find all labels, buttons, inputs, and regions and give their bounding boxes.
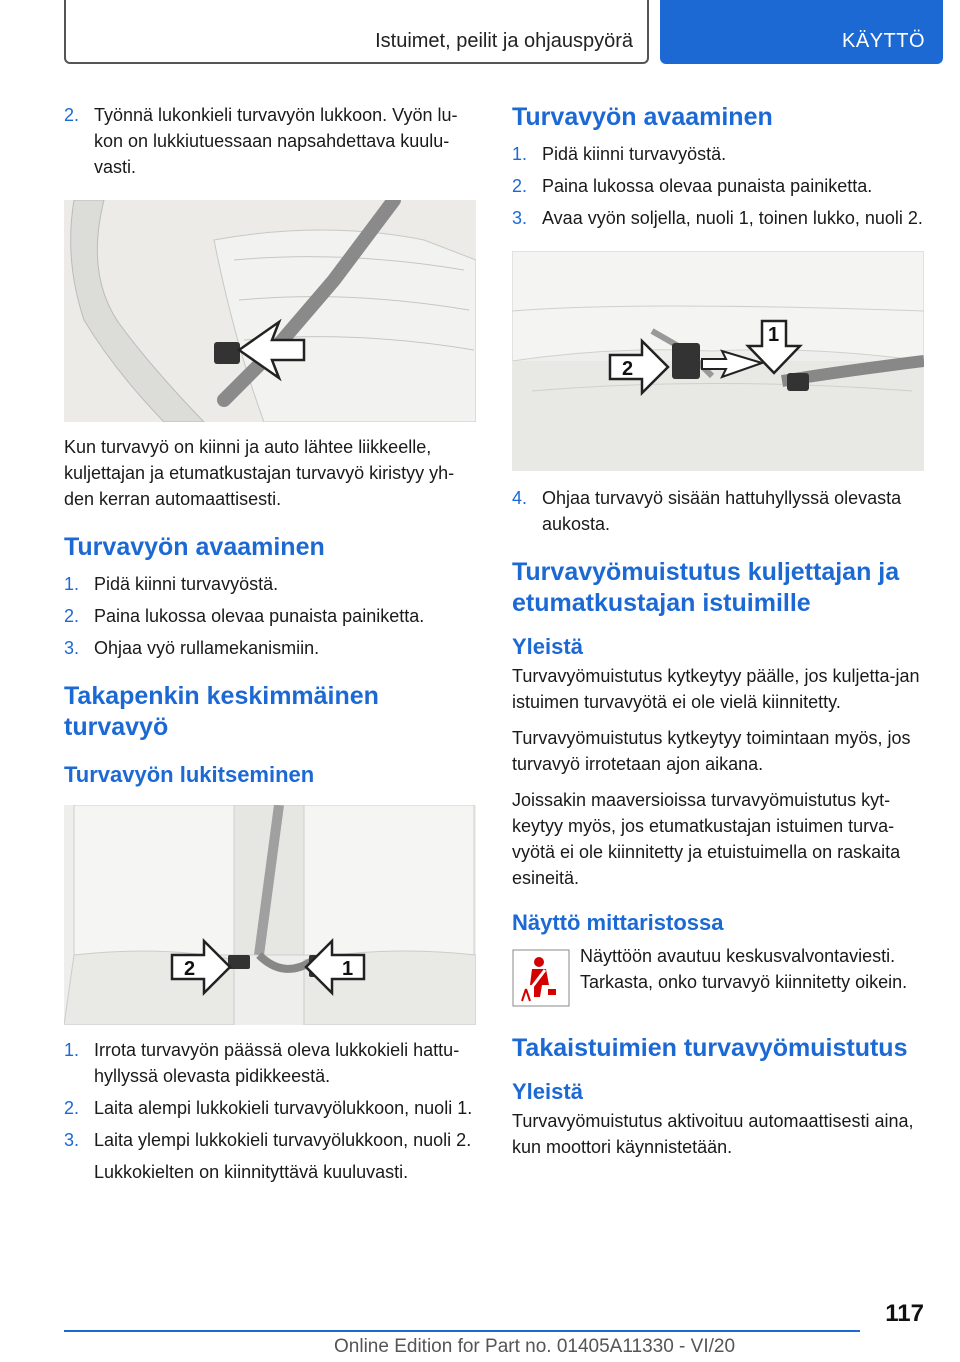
heading-lock: Turvavyön lukitseminen <box>64 762 315 787</box>
step-text: Laita ylempi lukkokieli turvavyölukkoon, nuoli 2. <box>94 1130 472 1150</box>
display-warning-row <box>512 943 924 1007</box>
footer-divider <box>64 1330 860 1332</box>
step-number: 4. <box>512 488 528 508</box>
lock-note: Lukkokielten on kiinnityttävä kuuluvasti. <box>94 1162 409 1182</box>
step-text: Paina lukossa olevaa punaista painiketta. <box>94 606 425 626</box>
list-item <box>64 1037 476 1089</box>
page-number: 117 <box>885 1300 924 1327</box>
list-item <box>512 205 924 231</box>
step-text: Paina lukossa olevaa punaista painiketta. <box>542 176 873 196</box>
rear-buckle-illustration <box>512 251 924 471</box>
arrow-label-1: 1 <box>342 958 354 980</box>
general1-paragraph: Turvavyömuistutus kytkeytyy toimintaan myös, jos turvavyö irrotetaan ajon aikana. <box>512 728 911 774</box>
arrow-label-1: 1 <box>768 324 780 346</box>
rear-buckle-drawing <box>512 251 924 471</box>
step-number: 1. <box>64 574 80 594</box>
left-column <box>64 102 476 1191</box>
list-item <box>64 102 476 180</box>
header-chapter-title: KÄYTTÖ <box>841 30 925 52</box>
list-item <box>64 603 476 629</box>
list-item <box>512 173 924 199</box>
step-number: 3. <box>64 638 80 658</box>
step-text: Avaa vyön soljella, nuoli 1, toinen lukko, nuoli 2. <box>542 208 923 228</box>
rear-middle-belt-drawing <box>64 805 476 1025</box>
lock-step-list <box>64 1037 476 1153</box>
general1-paragraph: Joissakin maaversioissa turvavyömuistutus kyt-keytyy myös, jos etumatkustajan istuimen turva-vyötä ei ole kiinnitetty ja etuistuimella on raskaita esineitä. <box>512 790 901 888</box>
list-item <box>64 1095 476 1121</box>
right-column <box>512 102 924 1170</box>
footer-edition: Online Edition for Part no. 01405A11330 - VI/20 <box>334 1336 736 1357</box>
step-text: Työnnä lukonkieli turvavyön lukkoon. Vyön lu-kon on lukkiutuessaan napsahdettava kuulu-vasti. <box>94 105 458 177</box>
release-step-list <box>64 571 476 661</box>
heading-middle-belt: Takapenkin keskimmäinen turvavyö <box>64 682 379 741</box>
step-number: 3. <box>512 208 528 228</box>
arrow-label-2: 2 <box>184 958 196 980</box>
seatbelt-warning-icon <box>512 949 570 1007</box>
step-number: 1. <box>512 144 528 164</box>
step-number: 2. <box>512 176 528 196</box>
step-text: Ohjaa vyö rullamekanismiin. <box>94 638 320 658</box>
heading-reminder-rear: Takaistuimien turvavyömuistutus <box>512 1034 908 1062</box>
header-chapter-tab <box>660 0 943 64</box>
step-text: Pidä kiinni turvavyöstä. <box>94 574 279 594</box>
step-number: 2. <box>64 606 80 626</box>
rear-release-step4 <box>512 485 924 537</box>
list-item <box>512 141 924 167</box>
heading-display: Näyttö mittaristossa <box>512 910 724 935</box>
insert-step-list <box>64 102 476 180</box>
step-text: Pidä kiinni turvavyöstä. <box>542 144 727 164</box>
list-item <box>64 571 476 597</box>
arrow-label-2: 2 <box>622 358 634 380</box>
general1-paragraph: Turvavyömuistutus kytkeytyy päälle, jos kuljetta-jan istuimen turvavyötä ei ole vielä kiinnitetty. <box>512 666 920 712</box>
step-text: Irrota turvavyön päässä oleva lukkokieli hattu-hyllyssä olevasta pidikkeestä. <box>94 1040 460 1086</box>
header-section-tab <box>64 0 649 64</box>
general2-paragraph: Turvavyömuistutus aktivoituu automaattisesti aina, kun moottori käynnistetään. <box>512 1111 914 1157</box>
tension-paragraph: Kun turvavyö on kiinni ja auto lähtee liikkeelle, kuljettajan ja etumatkustajan turvavyö kiristyy yh-den kerran automaattisesti. <box>64 437 455 509</box>
list-item <box>512 485 924 537</box>
rear-release-step-list <box>512 141 924 231</box>
step-text: Ohjaa turvavyö sisään hattuhyllyssä olevasta aukosta. <box>542 488 902 534</box>
display-text: Näyttöön avautuu keskusvalvontaviesti. Tarkasta, onko turvavyö kiinnitetty oikein. <box>580 946 908 992</box>
step-text: Laita alempi lukkokieli turvavyölukkoon, nuoli 1. <box>94 1098 473 1118</box>
heading-release: Turvavyön avaaminen <box>64 533 325 561</box>
step-number: 3. <box>64 1130 80 1150</box>
step-number: 2. <box>64 1098 80 1118</box>
heading-reminder-front: Turvavyömuistutus kuljettajan ja etumatkustajan istuimille <box>512 558 900 617</box>
list-item <box>64 1127 476 1153</box>
heading-general-2: Yleistä <box>512 1079 583 1104</box>
list-item <box>64 635 476 661</box>
rear-middle-belt-illustration <box>64 805 476 1025</box>
heading-release-rear: Turvavyön avaaminen <box>512 103 773 131</box>
step-number: 2. <box>64 105 80 125</box>
front-belt-illustration <box>64 200 476 422</box>
step-number: 1. <box>64 1040 80 1060</box>
front-belt-drawing <box>64 200 476 422</box>
header-section-title: Istuimet, peilit ja ohjauspyörä <box>375 30 633 52</box>
heading-general-1: Yleistä <box>512 634 583 659</box>
